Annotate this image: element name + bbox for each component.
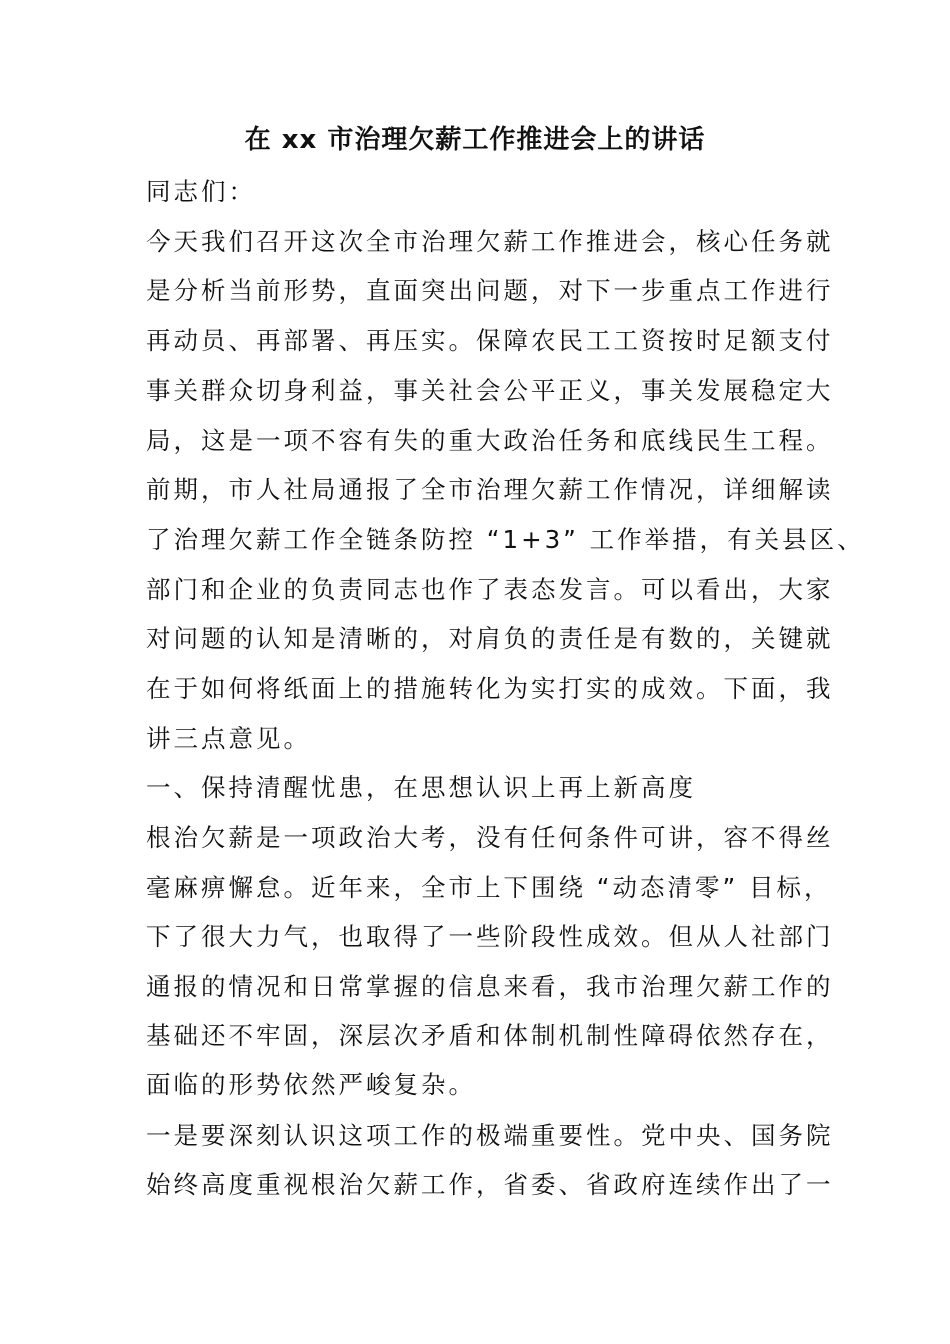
document-title: 在 xx 市治理欠薪工作推进会上的讲话 xyxy=(244,125,706,155)
text-line: 讲三点意见。 xyxy=(146,724,311,753)
text-line: 基础还不牢固，深层次矛盾和体制机制性障碍依然存在， xyxy=(146,1021,834,1050)
salutation: 同志们： xyxy=(146,177,256,206)
text-line: 局，这是一项不容有失的重大政治任务和底线民生工程。 xyxy=(146,426,834,455)
text-line: 再动员、再部署、再压实。保障农民工工资按时足额支付 xyxy=(146,326,834,355)
text-line: 了治理欠薪工作全链条防控 “1+3” 工作举措，有关县区、 xyxy=(146,525,865,554)
text-line: 下了很大力气，也取得了一些阶段性成效。但从人社部门 xyxy=(146,922,834,951)
text-line: 在于如何将纸面上的措施转化为实打实的成效。下面，我 xyxy=(146,674,834,703)
text-line: 部门和企业的负责同志也作了表态发言。可以看出，大家 xyxy=(146,575,834,604)
text-line: 对问题的认知是清晰的，对肩负的责任是有数的，关键就 xyxy=(146,624,834,653)
text-line: 面临的形势依然严峻复杂。 xyxy=(146,1070,476,1099)
text-line: 是分析当前形势，直面突出问题，对下一步重点工作进行 xyxy=(146,276,834,305)
text-line: 一是要深刻认识这项工作的极端重要性。党中央、国务院 xyxy=(146,1121,834,1150)
text-line: 始终高度重视根治欠薪工作，省委、省政府连续作出了一 xyxy=(146,1170,834,1199)
text-line: 今天我们召开这次全市治理欠薪工作推进会，核心任务就 xyxy=(146,227,834,256)
text-line: 事关群众切身利益，事关社会公平正义，事关发展稳定大 xyxy=(146,376,834,405)
text-line: 毫麻痹懈怠。近年来，全市上下围绕 “动态清零” 目标， xyxy=(146,873,832,902)
text-line: 根治欠薪是一项政治大考，没有任何条件可讲，容不得丝 xyxy=(146,823,834,852)
text-line: 通报的情况和日常掌握的信息来看，我市治理欠薪工作的 xyxy=(146,972,834,1001)
text-line: 前期，市人社局通报了全市治理欠薪工作情况，详细解读 xyxy=(146,475,834,504)
section-heading: 一、保持清醒忧患，在思想认识上再上新高度 xyxy=(146,773,696,802)
